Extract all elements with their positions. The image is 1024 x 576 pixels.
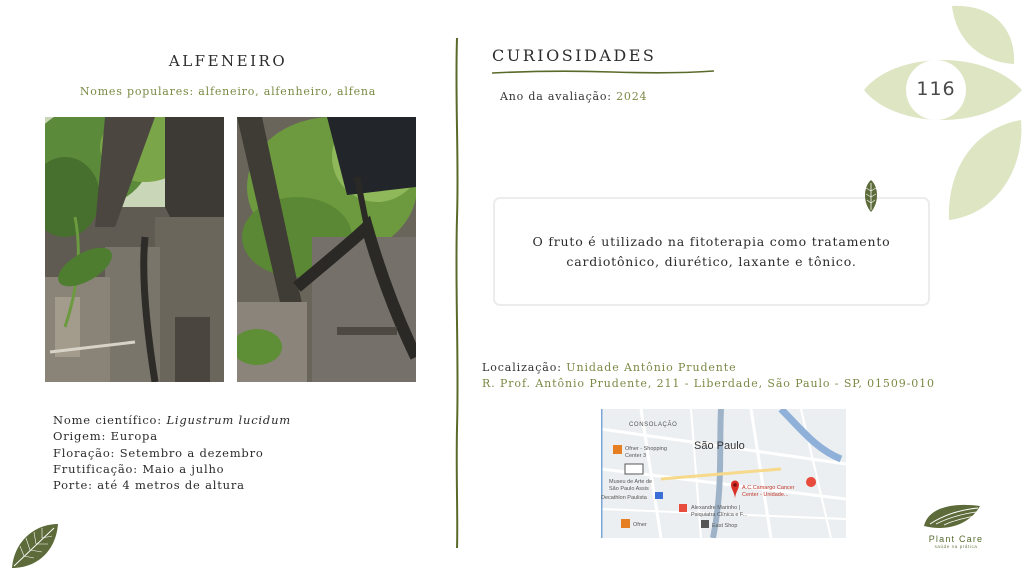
size-value: até 4 metros de altura — [97, 478, 245, 493]
size-label: Porte: — [53, 478, 93, 493]
brand-name: Plant Care — [928, 534, 984, 544]
map-poi-decathlon: Decathlon Paulista — [601, 495, 647, 501]
brand-tagline: saúde na prática — [934, 544, 978, 549]
flowering-value: Setembro a dezembro — [119, 445, 264, 460]
column-divider — [451, 38, 463, 548]
title-underline — [492, 68, 714, 76]
map-poi-ofner: Ofner — [633, 522, 647, 528]
map-poi-museum: Museu de Arte de — [609, 479, 653, 485]
map-label-city: São Paulo — [694, 440, 745, 452]
plant-facts — [53, 412, 291, 493]
evaluation-year — [500, 90, 647, 103]
curiosity-fact-text: O fruto é utilizado na fitoterapia como tratamento cardiotônico, diurético, laxante e tônico. — [532, 233, 891, 269]
origin-value: Europa — [110, 429, 158, 444]
plant-care-logo-icon — [922, 500, 984, 534]
badge-number: 116 — [916, 78, 956, 100]
location-map[interactable] — [601, 409, 846, 538]
leaf-decoration-right — [945, 118, 1024, 222]
origin-row — [53, 428, 291, 444]
map-label-district: CONSOLAÇÃO — [629, 422, 678, 428]
size-row — [53, 477, 291, 493]
scientific-name-row — [53, 412, 291, 428]
map-poi-east: East Shop — [712, 523, 738, 529]
plant-photo-1 — [45, 117, 224, 382]
location-address[interactable]: R. Prof. Antônio Prudente, 211 - Liberdade, São Paulo - SP, 01509-010 — [482, 377, 935, 390]
location-line — [482, 361, 737, 374]
map-poi-accamargo: A.C.Camargo Cancer — [742, 485, 795, 491]
map-poi-ofner-shopping-2: Center 3 — [625, 453, 647, 459]
evaluation-year-label: Ano da avaliação: — [500, 90, 612, 103]
fruiting-label: Frutificação: — [53, 461, 138, 476]
plant-title: ALFENEIRO — [168, 52, 288, 70]
evaluation-year-value: 2024 — [616, 90, 648, 103]
location-label: Localização: — [482, 361, 562, 374]
leaf-icon — [862, 179, 880, 213]
fruiting-value: Maio a julho — [142, 461, 225, 476]
popular-names-label: Nomes populares: — [79, 85, 194, 98]
location-unit[interactable]: Unidade Antônio Prudente — [566, 361, 737, 374]
origin-label: Origem: — [53, 429, 107, 444]
curiosities-title: CURIOSIDADES — [492, 46, 657, 65]
plant-photo-2 — [237, 117, 416, 382]
popular-names-value: alfeneiro, alfenheiro, alfena — [198, 85, 377, 98]
flowering-label: Floração: — [53, 445, 116, 460]
map-poi-alexandre-2: Psiquiatra Clínica e F... — [691, 512, 748, 518]
flowering-row — [53, 445, 291, 461]
map-poi-ofner-shopping: Ofner - Shopping — [625, 446, 667, 452]
scientific-name-label: Nome científico: — [53, 413, 162, 427]
scientific-name-value: Ligustrum lucidum — [166, 413, 291, 427]
map-poi-alexandre: Alexandre Marinho | — [691, 505, 741, 511]
popular-names — [0, 85, 456, 98]
fruiting-row — [53, 461, 291, 477]
map-poi-accamargo-2: Center - Unidade... — [742, 492, 789, 498]
map-poi-museum-2: São Paulo Assis — [609, 486, 649, 492]
leaf-decoration-bottom-left — [10, 522, 60, 572]
curiosity-fact-box — [493, 197, 930, 306]
